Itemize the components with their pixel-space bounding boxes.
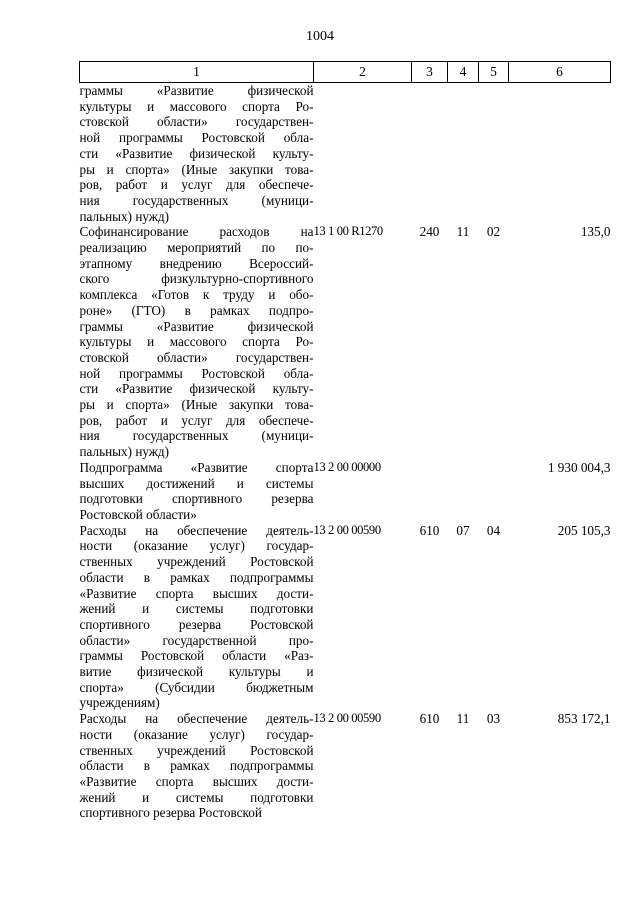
section: 11 (456, 224, 470, 240)
description-line: Расходы на обеспечение деятель- (79, 711, 314, 727)
description-line: спорта» (Субсидии бюджетным (79, 679, 314, 695)
expense-type: 240 (419, 224, 440, 240)
description-line: граммы «Развитие физической (79, 83, 314, 98)
description-line: ственных учреждений Ростовской (79, 554, 314, 570)
budget-table (79, 61, 611, 821)
description-line: учреждениям) (79, 695, 160, 711)
description-line: ры и спорта» (Иные закупки това- (79, 161, 314, 177)
description-line: ной программы Ростовской обла- (79, 365, 314, 381)
description-line: ности (оказание услуг) государ- (79, 538, 314, 554)
section (448, 83, 479, 225)
description-line: ского физкультурно-спортивного (79, 271, 314, 287)
amount: 205 105,3 (557, 522, 611, 538)
budget-code (314, 83, 412, 225)
description-line: ния государственных (муници- (79, 192, 314, 208)
column-header-2: 2 (314, 62, 412, 83)
description-line: «Развитие спорта высших дости- (79, 773, 314, 789)
subsection: 02 (486, 224, 501, 240)
description-line: комплекса «Готов к труду и обо- (79, 287, 314, 303)
column-header-6: 6 (509, 62, 611, 83)
table-row (80, 711, 611, 821)
budget-code: 13 2 00 00590 (313, 522, 381, 537)
description-line: роне» (ГТО) в рамках подпро- (79, 302, 314, 318)
row-description (80, 711, 314, 821)
row-description (80, 460, 314, 523)
page-number: 1004 (306, 29, 334, 44)
description-line: «Развитие спорта высших дости- (79, 585, 314, 601)
description-line: реализацию мероприятий по по- (79, 240, 314, 256)
budget-code: 13 1 00 R1270 (313, 224, 383, 239)
budget-code: 13 2 00 00590 (313, 711, 381, 726)
amount: 135,0 (580, 224, 611, 240)
row-description (80, 523, 314, 711)
description-line: стовской области» государствен- (79, 349, 314, 365)
description-line: Подпрограмма «Развитие спорта (79, 459, 314, 475)
column-header-1: 1 (80, 62, 314, 83)
description-line: ров, работ и услуг для обеспече- (79, 412, 314, 428)
table-body (80, 83, 611, 822)
description-line: культуры и массового спорта Ро- (79, 334, 314, 350)
description-line: ности (оказание услуг) государ- (79, 726, 314, 742)
subsection (479, 83, 509, 225)
budget-code: 13 2 00 00000 (313, 459, 381, 474)
amount: 853 172,1 (557, 711, 611, 727)
description-line: области в рамках подпрограммы (79, 758, 314, 774)
description-line: витие физической культуры и (79, 664, 314, 680)
description-line: граммы Ростовской области «Раз- (79, 648, 314, 664)
table-header (80, 62, 611, 83)
description-line: подготовки спортивного резерва (79, 491, 314, 507)
description-line: ния государственных (муници- (79, 428, 314, 444)
description-line: ной программы Ростовской обла- (79, 130, 314, 146)
description-line: ров, работ и услуг для обеспече- (79, 177, 314, 193)
description-line: сти «Развитие физической культу- (79, 381, 314, 397)
description-line: спортивного резерва Ростовской (79, 805, 262, 821)
expense-type (412, 460, 448, 523)
subsection: 04 (486, 522, 501, 538)
description-line: жений и системы подготовки (79, 601, 314, 617)
description-line: высших достижений и системы (79, 475, 314, 491)
description-line: области» государственной про- (79, 632, 314, 648)
column-header-3: 3 (412, 62, 448, 83)
description-line: области в рамках подпрограммы (79, 569, 314, 585)
subsection: 03 (486, 711, 501, 727)
table-row (80, 224, 611, 460)
column-header-5: 5 (479, 62, 509, 83)
table-row (80, 523, 611, 711)
description-line: ры и спорта» (Иные закупки това- (79, 397, 314, 413)
description-line: Ростовской области» (79, 506, 197, 522)
description-line: Софинансирование расходов на (79, 224, 314, 240)
expense-type: 610 (419, 522, 440, 538)
column-header-4: 4 (448, 62, 479, 83)
row-description (80, 83, 314, 225)
description-line: пальных) нужд) (79, 208, 170, 224)
description-line: стовской области» государствен- (79, 114, 314, 130)
description-line: граммы «Развитие физической (79, 318, 314, 334)
description-line: пальных) нужд) (79, 444, 170, 460)
section: 07 (456, 522, 470, 538)
expense-type: 610 (419, 711, 440, 727)
description-line: жений и системы подготовки (79, 789, 314, 805)
expense-type (412, 83, 448, 225)
description-line: ственных учреждений Ростовской (79, 742, 314, 758)
table-row (80, 460, 611, 523)
description-line: этапному внедрению Всероссий- (79, 255, 314, 271)
table-row (80, 83, 611, 225)
description-line: сти «Развитие физической культу- (79, 145, 314, 161)
subsection (479, 460, 509, 523)
section: 11 (456, 711, 470, 727)
description-line: культуры и массового спорта Ро- (79, 98, 314, 114)
row-description (80, 224, 314, 460)
section (448, 460, 479, 523)
description-line: спортивного резерва Ростовской (79, 616, 314, 632)
amount (509, 83, 611, 225)
description-line: Расходы на обеспечение деятель- (79, 522, 314, 538)
amount: 1 930 004,3 (547, 459, 611, 475)
